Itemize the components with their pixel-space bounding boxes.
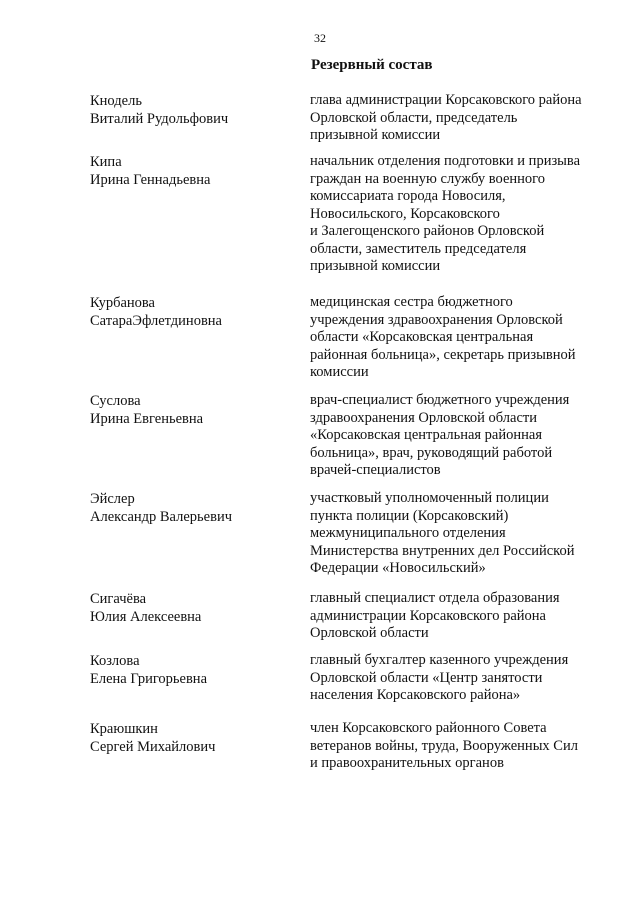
member-role-line: Орловской области, председатель [310,109,518,126]
member-role-line: комиссии [310,364,369,380]
member-role-line: медицинская сестра бюджетного [310,294,513,310]
member-role-line: больница», врач, руководящий работой [310,444,553,461]
member-role-line: начальник отделения подготовки и призыва [310,153,581,169]
member-role-line: главный специалист отдела образования [310,590,560,606]
member-role [310,294,620,382]
member-role-line: области «Корсаковская центральная [310,329,534,345]
member-role-line: Орловской области «Центр занятости [310,669,543,686]
member-role-line: ветеранов войны, труда, Вооруженных Сил [310,737,578,754]
member-role-line: граждан на военную службу военного [310,170,545,187]
member-given-names: Сергей Михайлович [90,739,216,755]
member-name [90,92,300,128]
member-role-line: администрации Корсаковского района [310,607,546,624]
member-surname: Суслова [90,393,141,409]
member-name [90,392,300,428]
member-name [90,490,300,526]
member-role-line: Министерства внутренних дел Российской [310,542,575,559]
member-role [310,153,620,276]
member-surname: Козлова [90,653,140,669]
member-role-line: глава администрации Корсаковского района [310,92,582,108]
member-surname: Эйслер [90,491,135,507]
page-number: 32 [314,31,326,45]
member-role-line: и Залегощенского районов Орловской [310,223,545,239]
member-name [90,652,300,688]
member-role-line: участковый уполномоченный полиции [310,490,549,506]
member-role-line: пункта полиции (Корсаковский) [310,507,509,524]
member-role-line: врачей-специалистов [310,462,441,478]
member-role [310,720,620,773]
member-role-line: учреждения здравоохранения Орловской [310,311,563,328]
member-given-names: Юлия Алексеевна [90,609,202,625]
member-surname: Кипа [90,154,122,170]
member-role [310,652,620,705]
member-role [310,92,620,145]
member-name [90,153,300,189]
member-surname: Кнодель [90,93,142,109]
member-given-names: Елена Григорьевна [90,671,208,687]
member-given-names: Ирина Евгеньевна [90,411,204,427]
member-role-line: здравоохранения Орловской области [310,409,537,426]
member-role-line: районная больница», секретарь призывной [310,346,576,363]
member-role-line: области, заместитель председателя [310,240,527,257]
member-role [310,490,620,578]
member-role [310,392,620,480]
member-surname: Сигачёва [90,591,147,607]
member-role-line: Федерации «Новосильский» [310,560,486,576]
member-surname: Краюшкин [90,721,158,737]
member-role-line: «Корсаковская центральная районная [310,427,542,443]
section-title: Резервный состав [311,57,433,73]
member-role-line: призывной комиссии [310,127,441,143]
member-role-line: член Корсаковского районного Совета [310,720,547,736]
member-role-line: межмуниципального отделения [310,525,506,541]
member-role-line: Орловской области [310,625,429,641]
member-given-names: СатараЭфлетдиновна [90,313,222,329]
member-role-line: комиссариата города Новосиля, [310,188,506,204]
member-given-names: Виталий Рудольфович [90,111,229,127]
member-role-line: и правоохранительных органов [310,755,504,771]
member-given-names: Ирина Геннадьевна [90,172,211,188]
member-role [310,590,620,643]
member-name [90,590,300,626]
member-role-line: главный бухгалтер казенного учреждения [310,652,569,668]
member-name [90,294,300,330]
member-role-line: призывной комиссии [310,258,441,274]
member-role-line: населения Корсаковского района» [310,687,521,703]
member-name [90,720,300,756]
member-surname: Курбанова [90,295,155,311]
member-role-line: Новосильского, Корсаковского [310,205,500,222]
member-given-names: Александр Валерьевич [90,509,232,525]
member-role-line: врач-специалист бюджетного учреждения [310,392,570,408]
